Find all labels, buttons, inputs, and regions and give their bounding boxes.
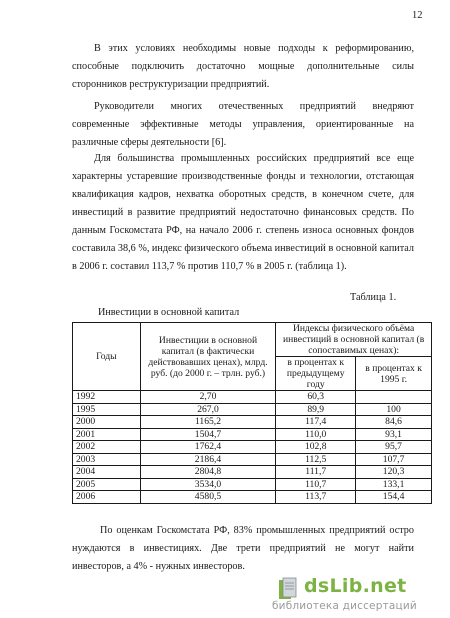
cell-vs-1995: 100 — [356, 403, 432, 416]
table-row — [73, 478, 432, 491]
cell-prev-year: 102,8 — [276, 441, 356, 454]
watermark-brand: dsLib.net — [304, 575, 407, 597]
table-row — [73, 466, 432, 479]
cell-vs-1995: 154,4 — [356, 491, 432, 504]
table-row — [73, 416, 432, 429]
table-row — [73, 491, 432, 504]
cell-year: 2005 — [73, 478, 141, 491]
header-years: Годы — [73, 323, 141, 391]
cell-year: 2000 — [73, 416, 141, 429]
cell-vs-1995: 93,1 — [356, 428, 432, 441]
cell-prev-year: 113,7 — [276, 491, 356, 504]
cell-prev-year: 110,0 — [276, 428, 356, 441]
paragraph-2: Руководители многих отечественных предприятий внедряют современные эффективные методы управления, ориентированные на различные сферы деятельности [6]. — [72, 101, 414, 148]
cell-year: 2006 — [73, 491, 141, 504]
cell-year: 2001 — [73, 428, 141, 441]
header-investments: Инвестиции в основной капитал (в фактически действовавших ценах), млрд. руб. (до 2000 г. – трлн. руб.) — [140, 323, 276, 391]
header-prev-year: в процентах к предыдущему году — [276, 357, 356, 391]
cell-investments: 2804,8 — [140, 466, 276, 479]
cell-investments: 1165,2 — [140, 416, 276, 429]
table-title: Инвестиции в основной капитал — [98, 307, 240, 318]
cell-vs-1995: 120,3 — [356, 466, 432, 479]
cell-year: 2003 — [73, 453, 141, 466]
table-row — [73, 403, 432, 416]
cell-year: 2002 — [73, 441, 141, 454]
paragraph-3: Для большинства промышленных российских предприятий все еще характерны устаревшие производственные фонды и технологии, отстающая квалификация кадров, нехватка оборотных средств, в конечном счете, для инвестиций в развитие предприятий недостаточно финансовых средств. По данным Госкомстата РФ, на начало 2006 г. степень износа основных фондов составила 38,6 %, индекс физического объема инвестиций в основной капитал в 2006 г. составил 113,7 % против 110,7 % в 2005 г. (таблица 1). — [72, 153, 414, 272]
cell-investments: 1504,7 — [140, 428, 276, 441]
table-row — [73, 453, 432, 466]
page-number: 12 — [412, 10, 423, 21]
cell-prev-year: 117,4 — [276, 416, 356, 429]
cell-prev-year: 110,7 — [276, 478, 356, 491]
cell-investments: 1762,4 — [140, 441, 276, 454]
cell-vs-1995: 84,6 — [356, 416, 432, 429]
watermark — [270, 575, 450, 618]
cell-vs-1995: 133,1 — [356, 478, 432, 491]
cell-year: 2004 — [73, 466, 141, 479]
paragraph-1: В этих условиях необходимы новые подходы к реформированию, способные подключить достаточно мощные дополнительные силы сторонников реструктуризации предприятий. — [72, 43, 414, 90]
header-indices: Индексы физического объёма инвестиций в основной капитал (в сопоставимых ценах): — [276, 323, 432, 357]
cell-investments: 2,70 — [140, 391, 276, 404]
paragraph-4: По оценкам Госкомстата РФ, 83% промышленных предприятий остро нуждаются в инвестициях. Две трети предприятий не могут найти инвесторов, а 4% - нужных инвесторов. — [72, 525, 414, 572]
investment-table — [72, 322, 432, 504]
cell-prev-year: 89,9 — [276, 403, 356, 416]
cell-vs-1995: 107,7 — [356, 453, 432, 466]
book-icon — [278, 577, 298, 601]
cell-prev-year: 112,5 — [276, 453, 356, 466]
header-vs-1995: в процентах к 1995 г. — [356, 357, 432, 391]
watermark-subtitle: библиотека диссертаций — [272, 600, 417, 612]
cell-investments: 4580,5 — [140, 491, 276, 504]
cell-prev-year: 60,3 — [276, 391, 356, 404]
cell-vs-1995: 95,7 — [356, 441, 432, 454]
cell-investments: 267,0 — [140, 403, 276, 416]
cell-prev-year: 111,7 — [276, 466, 356, 479]
cell-year: 1992 — [73, 391, 141, 404]
table-caption: Таблица 1. — [350, 292, 397, 303]
cell-vs-1995 — [356, 391, 432, 404]
cell-investments: 3534,0 — [140, 478, 276, 491]
table-row — [73, 441, 432, 454]
table-row — [73, 391, 432, 404]
cell-investments: 2186,4 — [140, 453, 276, 466]
table-row — [73, 428, 432, 441]
cell-year: 1995 — [73, 403, 141, 416]
